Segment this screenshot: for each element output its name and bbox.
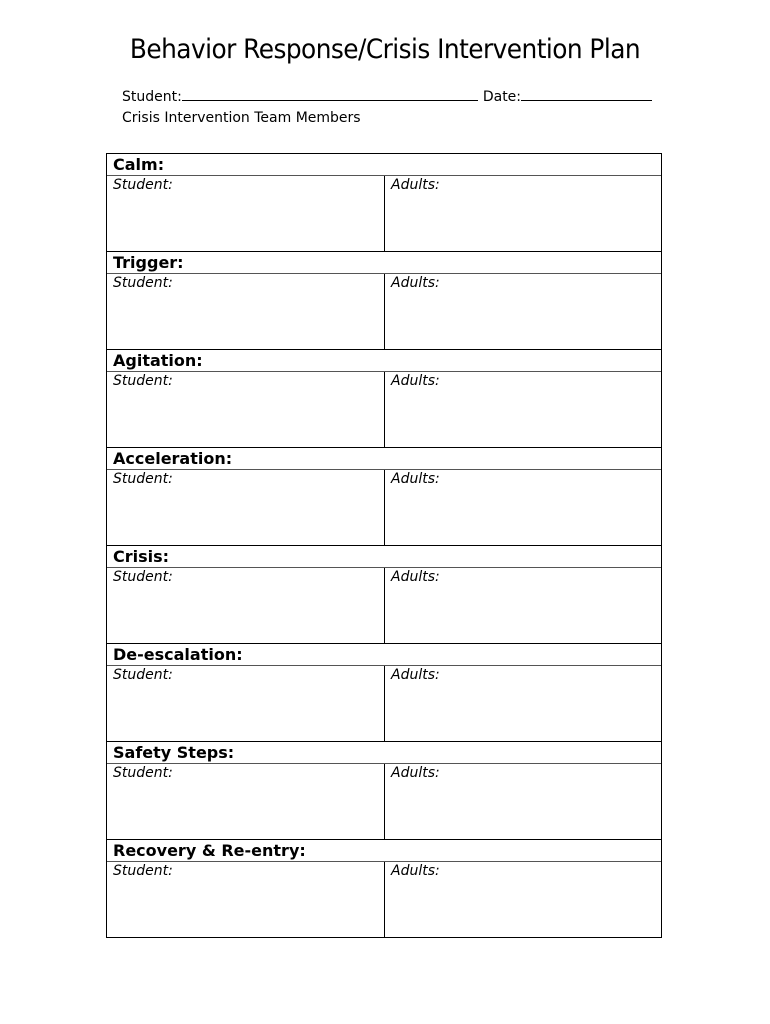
student-response-cell[interactable]: Student: [113, 373, 173, 389]
adults-response-cell[interactable]: Adults: [384, 666, 661, 741]
adults-response-cell[interactable]: Adults: [384, 470, 661, 545]
section-recovery-re-entry [107, 839, 661, 937]
date-label: Date: [482, 89, 522, 105]
adults-response-cell[interactable]: Adults: [384, 372, 661, 447]
section-trigger [107, 251, 661, 349]
section-title: Calm: [107, 154, 661, 176]
section-safety-steps [107, 741, 661, 839]
adults-response-cell[interactable]: Adults: [384, 176, 661, 251]
section-title: Recovery & Re-entry: [107, 840, 661, 862]
section-title: De-escalation: [107, 644, 661, 666]
student-label: Student: [122, 89, 182, 105]
section-agitation [107, 349, 661, 447]
adults-response-cell[interactable]: Adults: [384, 274, 661, 349]
student-response-cell[interactable]: Student: [113, 765, 173, 781]
section-title: Agitation: [107, 350, 661, 372]
student-name-field[interactable] [182, 86, 478, 101]
section-title: Safety Steps: [107, 742, 661, 764]
student-response-cell[interactable]: Student: [113, 863, 173, 879]
adults-response-cell[interactable]: Adults: [384, 862, 661, 937]
section-crisis [107, 545, 661, 643]
student-response-cell[interactable]: Student: [113, 667, 173, 683]
student-response-cell[interactable]: Student: [113, 275, 173, 291]
page-title: Behavior Response/Crisis Intervention Plan [129, 34, 641, 65]
section-calm [107, 154, 661, 251]
team-members-label: Crisis Intervention Team Members [122, 110, 361, 126]
student-date-line [122, 86, 657, 105]
student-response-cell[interactable]: Student: [113, 569, 173, 585]
section-acceleration [107, 447, 661, 545]
date-field[interactable] [521, 86, 652, 101]
section-title: Trigger: [107, 252, 661, 274]
adults-response-cell[interactable]: Adults: [384, 764, 661, 839]
section-title: Acceleration: [107, 448, 661, 470]
plan-table [106, 153, 662, 938]
student-response-cell[interactable]: Student: [113, 471, 173, 487]
section-de-escalation [107, 643, 661, 741]
section-title: Crisis: [107, 546, 661, 568]
student-response-cell[interactable]: Student: [113, 177, 173, 193]
adults-response-cell[interactable]: Adults: [384, 568, 661, 643]
